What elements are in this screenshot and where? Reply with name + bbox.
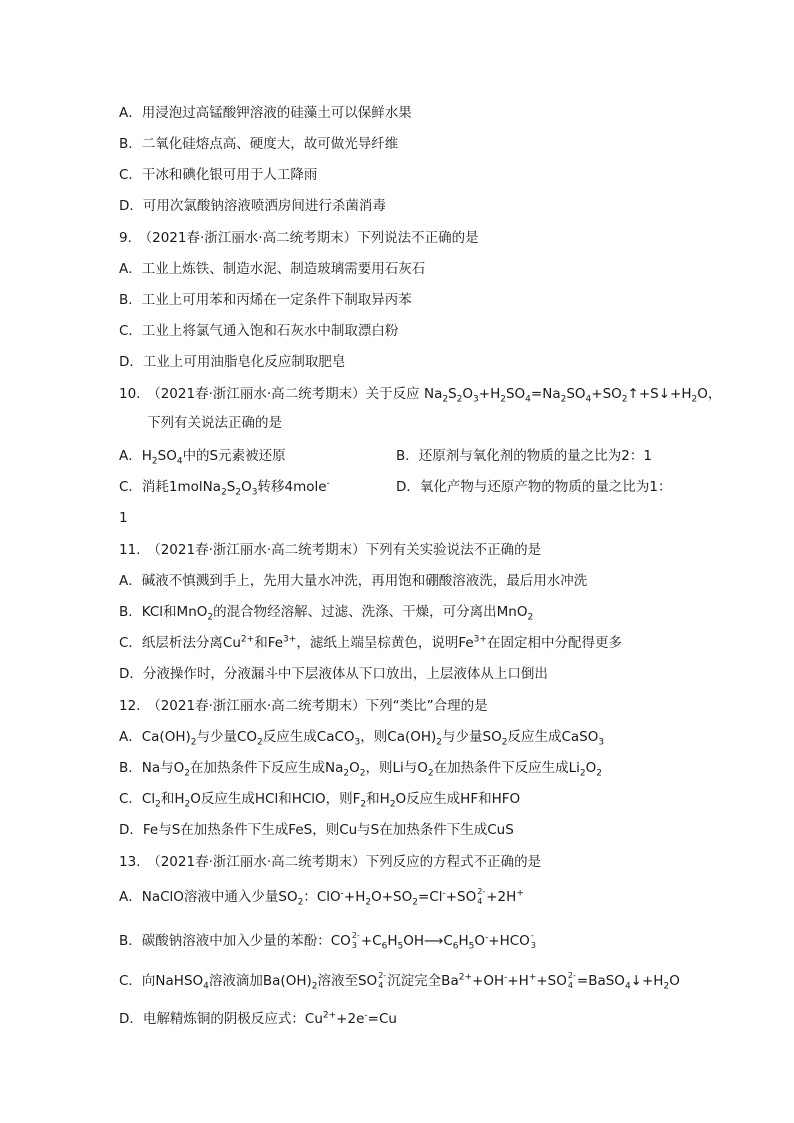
q11-option-a: A．碱液不慎溅到手上，先用大量水冲洗，再用饱和硼酸溶液洗，最后用水冲洗 — [119, 573, 588, 589]
q10-stem — [119, 385, 721, 403]
ion-charge-stack: 2- 4 — [477, 887, 486, 906]
q10-stem-continued: 下列有关说法正确的是 — [147, 415, 282, 431]
q8-option-a: A．用浸泡过高锰酸钾溶液的硅藻土可以保鲜水果 — [119, 105, 412, 121]
q8-option-c: C．干冰和碘化银可用于人工降雨 — [119, 167, 318, 183]
q13-option-a: A．NaClO溶液中通入少量$SO_2$：$ClO^-+H_2O+SO_2=Cl^-+SO$ 2- 4 +2H+ — [119, 887, 524, 908]
q10-option-d: D．氧化产物与还原产物的物质的量之比为1： — [396, 479, 672, 495]
q11-stem: 11. （2021春·浙江丽水·高二统考期末）下列有关实验说法不正确的是 — [119, 542, 542, 558]
q12-option-c: C．$Cl_2$和$H_2O$反应生成HCl和HClO，则$F_2$和$H_2O$反应生成HF和HFO — [119, 791, 521, 810]
q9-option-b: B．工业上可用苯和丙烯在一定条件下制取异丙苯 — [119, 292, 412, 308]
q11-option-b: B．KCl和MnO$_2$的混合物经溶解、过滤、洗涤、干燥，可分离出MnO$_2$ — [119, 604, 534, 623]
q12-option-d: D．Fe与S在加热条件下生成FeS，则Cu与S在加热条件下生成CuS — [119, 822, 514, 838]
q9-option-a: A．工业上炼铁、制造水泥、制造玻璃需要用石灰石 — [119, 261, 426, 277]
ion-charge-stack: 2- 4 — [378, 971, 387, 990]
q8-option-d: D．可用次氯酸钠溶液喷洒房间进行杀菌消毒 — [119, 198, 386, 214]
q13-option-b: B．碳酸钠溶液中加入少量的苯酚：CO 2- 3 $+C_6H_5OH⟶C_6H_5O^-+HCO$ - 3 — [119, 932, 540, 950]
q12-stem: 12. （2021春·浙江丽水·高二统考期末）下列“类比”合理的是 — [119, 698, 488, 714]
ion-charge-stack: 2- 3 — [351, 931, 360, 950]
q11-option-c: C．纸层析法分离$Cu^{2+}$和$Fe^{3+}$，滤纸上端呈棕黄色，说明$Fe^{3+}$在固定相中分配得更多 — [119, 634, 622, 651]
q10-option-a: A．$H_2SO_4$中的S元素被还原 — [119, 448, 286, 467]
q10-option-b: B．还原剂与氧化剂的物质的量之比为2：1 — [396, 448, 652, 464]
q8-option-b: B．二氧化硅熔点高、硬度大，故可做光导纤维 — [119, 136, 399, 152]
q10-option-d-wrap: 1 — [119, 510, 128, 526]
q13-option-c: C．向NaHSO$_4$溶液滴加$Ba(OH)_2$溶液至SO 2- 4 沉淀完全$Ba^{2+}+OH^-+H^++SO$ 2- 4 $=BaSO_4↓+H_2O$ — [119, 971, 680, 992]
q13-stem: 13. （2021春·浙江丽水·高二统考期末）下列反应的方程式不正确的是 — [119, 854, 542, 870]
reaction-arrow: ⟶ — [423, 933, 444, 949]
q12-option-a: A．$Ca(OH)_2$与少量$CO_2$反应生成CaCO$_3$，则$Ca(OH)_2$与少量$SO_2$反应生成CaSO$_3$ — [119, 729, 605, 748]
q10-option-c: C．消耗$1molNa_2S_2O_3$转移4mole- — [119, 478, 330, 498]
ion-charge-stack: - 3 — [530, 931, 536, 950]
q10-stem-text: 10. （2021春·浙江丽水·高二统考期末）关于反应 — [119, 386, 420, 402]
q9-option-c: C．工业上将氯气通入饱和石灰水中制取漂白粉 — [119, 323, 399, 339]
q10-equation: $Na_2S_2O_3+H_2SO_4=Na_2SO_4+SO_2↑+S↓+H_2O$， — [423, 386, 722, 405]
ion-charge-stack: 2- 4 — [567, 971, 576, 990]
q12-option-b: B．Na与$O_2$在加热条件下反应生成$Na_2O_2$，则Li与$O_2$在加热条件下反应生成$Li_2O_2$ — [119, 760, 603, 779]
q13-option-d: D．电解精炼铜的阴极反应式：$Cu^{2+}+2e^-=Cu$ — [119, 1010, 397, 1027]
q9-stem: 9. （2021春·浙江丽水·高二统考期末）下列说法不正确的是 — [119, 230, 479, 246]
q11-option-d: D．分液操作时，分液漏斗中下层液体从下口放出，上层液体从上口倒出 — [119, 666, 548, 682]
q9-option-d: D．工业上可用油脂皂化反应制取肥皂 — [119, 354, 346, 370]
